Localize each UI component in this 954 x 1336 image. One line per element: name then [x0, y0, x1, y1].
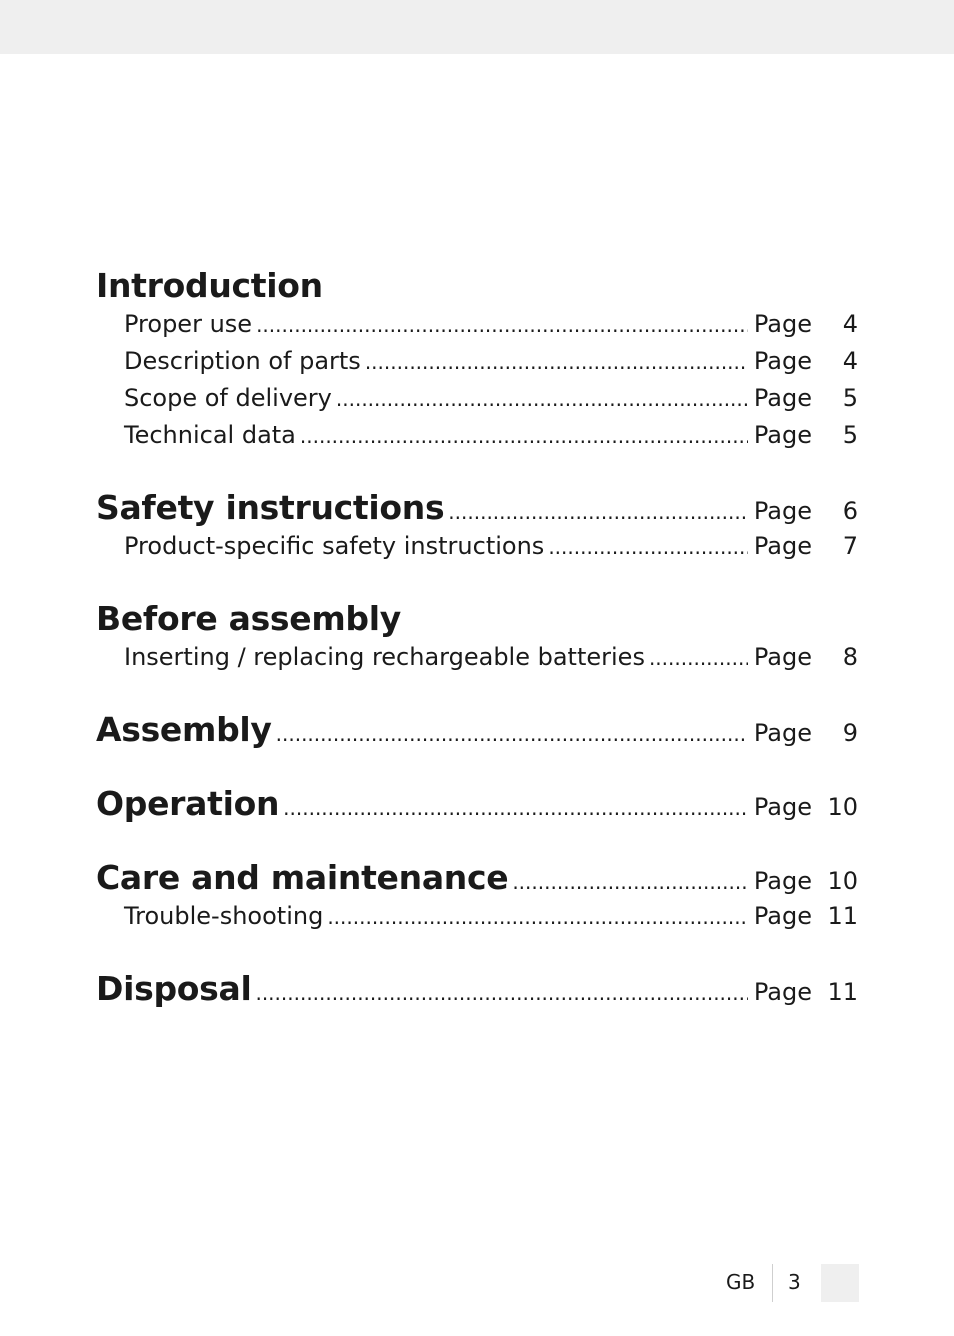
dot-leader — [276, 722, 748, 746]
toc-item-description-of-parts[interactable] — [124, 347, 858, 375]
toc-heading-operation[interactable] — [96, 784, 858, 823]
toc-heading-label: Assembly — [96, 710, 272, 749]
footer-grey-box — [821, 1264, 859, 1302]
toc-heading-safety-instructions[interactable] — [96, 488, 858, 527]
toc-item-product-specific-safety[interactable] — [124, 532, 858, 560]
footer-divider — [772, 1264, 773, 1302]
footer-page-number: 3 — [788, 1270, 801, 1294]
page-number: 7 — [842, 532, 858, 560]
toc-item-proper-use[interactable] — [124, 310, 858, 338]
page-number: 5 — [842, 421, 858, 449]
toc-heading-label: Safety instructions — [96, 488, 445, 527]
page-number: 10 — [827, 793, 858, 821]
toc-heading-disposal[interactable] — [96, 969, 858, 1008]
dot-leader — [365, 350, 748, 374]
page-number: 5 — [842, 384, 858, 412]
page-number: 11 — [827, 902, 858, 930]
toc-item-label: Proper use — [124, 310, 253, 338]
page-word: Page — [753, 421, 812, 449]
dot-leader — [256, 313, 748, 337]
page-word: Page — [753, 978, 812, 1006]
page-number: 8 — [842, 643, 858, 671]
dot-leader — [255, 981, 747, 1005]
dot-leader — [336, 387, 748, 411]
toc-heading-assembly[interactable] — [96, 710, 858, 749]
toc-heading-label: Operation — [96, 784, 280, 823]
dot-leader — [300, 424, 748, 448]
page-word: Page — [753, 793, 812, 821]
footer-language-code: GB — [726, 1270, 756, 1294]
toc-item-scope-of-delivery[interactable] — [124, 384, 858, 412]
page-word: Page — [753, 867, 812, 895]
toc-heading-care-and-maintenance[interactable] — [96, 858, 858, 897]
page-number: 6 — [842, 497, 858, 525]
top-header-bar — [0, 0, 954, 54]
toc-item-label: Product-specific safety instructions — [124, 532, 545, 560]
dot-leader — [327, 905, 748, 929]
toc-heading-label: Before assembly — [96, 599, 401, 638]
page-number: 4 — [842, 310, 858, 338]
page-word: Page — [753, 719, 812, 747]
toc-item-inserting-batteries[interactable] — [124, 643, 858, 671]
toc-item-label: Description of parts — [124, 347, 361, 375]
dot-leader — [548, 535, 748, 559]
toc-heading-label: Care and maintenance — [96, 858, 509, 897]
page-word: Page — [753, 347, 812, 375]
dot-leader — [448, 500, 748, 524]
page-word: Page — [753, 384, 812, 412]
page-word: Page — [753, 643, 812, 671]
page-word: Page — [753, 902, 812, 930]
toc-item-trouble-shooting[interactable] — [124, 902, 858, 930]
toc-heading-before-assembly[interactable] — [96, 599, 858, 638]
dot-leader — [649, 646, 748, 670]
page-word: Page — [753, 310, 812, 338]
dot-leader — [283, 796, 748, 820]
page-number: 9 — [842, 719, 858, 747]
toc-item-label: Scope of delivery — [124, 384, 332, 412]
page-number: 10 — [827, 867, 858, 895]
page-word: Page — [753, 497, 812, 525]
toc-heading-introduction[interactable] — [96, 266, 858, 305]
toc-item-label: Trouble-shooting — [124, 902, 324, 930]
page-number: 4 — [842, 347, 858, 375]
dot-leader — [512, 870, 748, 894]
toc-item-label: Inserting / replacing rechargeable batteries — [124, 643, 645, 671]
toc-item-technical-data[interactable] — [124, 421, 858, 449]
toc-item-label: Technical data — [124, 421, 296, 449]
page-number: 11 — [827, 978, 858, 1006]
page-word: Page — [753, 532, 812, 560]
toc-heading-label: Introduction — [96, 266, 323, 305]
toc-heading-label: Disposal — [96, 969, 252, 1008]
